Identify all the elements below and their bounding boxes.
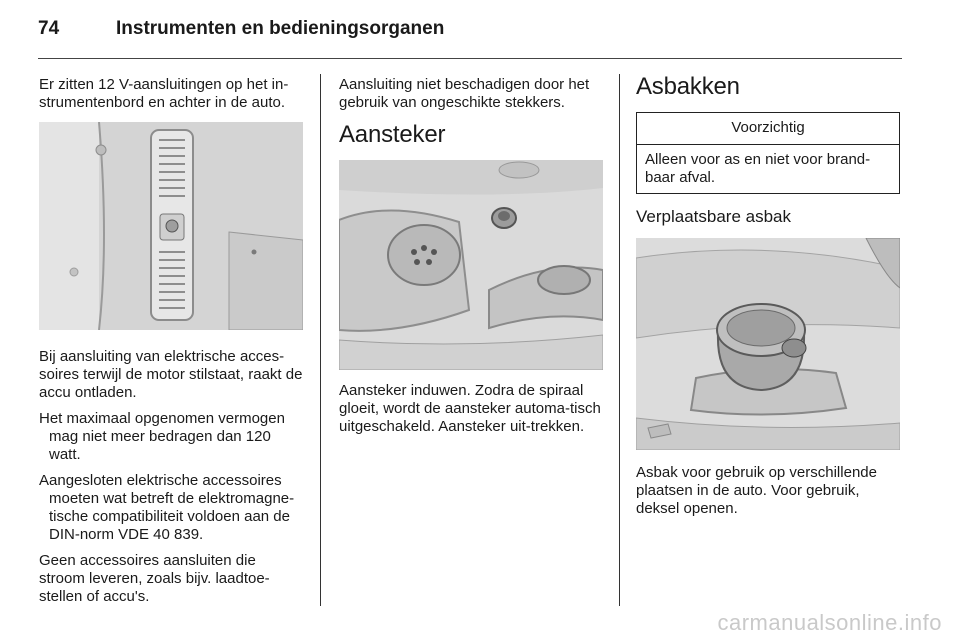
caution-text: Alleen voor as en niet voor brand-baar afval. [645,151,871,186]
intro-text-2: Aansluiting niet beschadigen door het gebruik van ongeschikte stekkers. [339,76,590,111]
ashtray-illustration [636,238,900,450]
ashtray-caption: Asbak voor gebruik op verschillende plaatsen in de auto. Voor gebruik, deksel openen. [636,464,877,517]
subheading-verplaatsbare-asbak: Verplaatsbare asbak [636,207,791,226]
lighter-caption: Aansteker induwen. Zodra de spiraal gloeit, wordt de aansteker automa-tisch uitgeschakeld. Aansteker uit-trekken. [339,382,601,435]
column-divider-1 [320,74,321,606]
page-number: 74 [38,18,60,39]
column-3 [636,73,902,526]
page-title: Instrumenten en bedieningsorganen [116,18,445,39]
section-heading-aansteker: Aansteker [339,121,446,148]
paragraph-power: Het maximaal opgenomen vermogen mag niet meer bedragen dan 120 watt. [39,410,285,463]
header-rule [38,58,902,59]
caution-box [636,112,900,194]
column-divider-2 [619,74,620,606]
column-2 [339,76,603,444]
paragraph-no-charging: Geen accessoires aansluiten die stroom leveren, zoals bijv. laadtoe-stellen of accu's. [39,552,270,605]
page-header [38,18,444,48]
column-1 [39,76,303,614]
intro-text: Er zitten 12 V-aansluitingen op het in-strumentenbord en achter in de auto. [39,76,289,111]
paragraph-battery: Bij aansluiting van elektrische acces-soires terwijl de motor stilstaat, raakt de accu ontladen. [39,348,303,401]
watermark: carmanualsonline.info [717,610,942,635]
paragraph-emc: Aangesloten elektrische accessoires moeten wat betreft de elektromagne-tische compatibiliteit voldoen aan de DIN-norm VDE 40 839. [39,472,295,543]
section-heading-asbakken: Asbakken [636,73,740,100]
cigarette-lighter-illustration [339,160,603,370]
power-outlet-illustration [39,122,303,330]
caution-title: Voorzichtig [637,113,899,145]
